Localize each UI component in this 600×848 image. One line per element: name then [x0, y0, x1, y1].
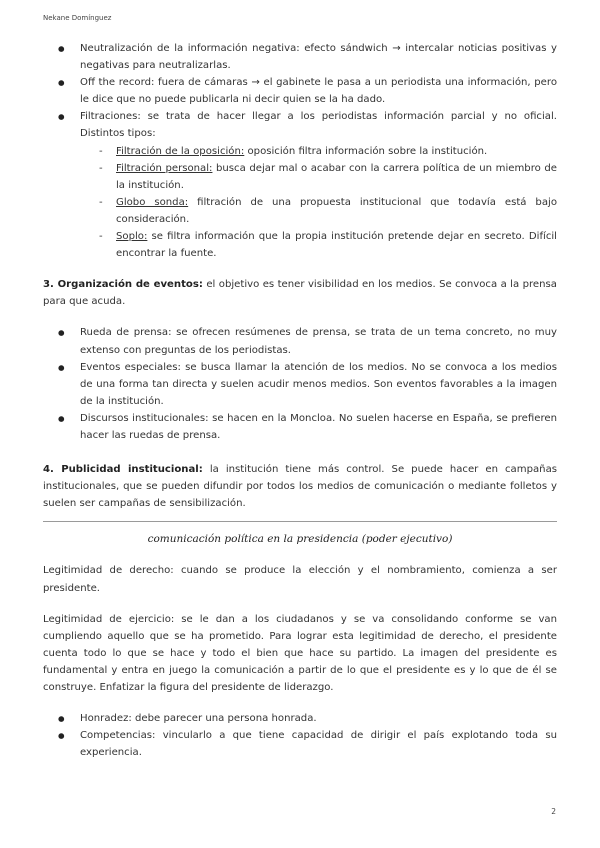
leak-term: Filtración de la oposición: [116, 145, 245, 157]
section-3-paragraph [43, 276, 557, 310]
list-item-text: Filtraciones: se trata de hacer llegar a los periodistas información parcial y no oficial. Distintos tipos: [80, 111, 557, 140]
section-4-paragraph [43, 461, 557, 512]
horizontal-divider [43, 521, 557, 522]
leak-desc: filtración de una propuesta institucional que todavía está bajo consideración. [116, 196, 558, 225]
leak-types-list [43, 143, 557, 263]
bullet-list-3 [43, 710, 557, 761]
leak-item [43, 143, 557, 160]
leak-desc: oposición filtra información sobre la institución. [244, 145, 488, 157]
leak-desc: se filtra información que la propia institución pretende dejar en secreto. Difícil encontrar la fuente. [116, 231, 557, 260]
section-title: comunicación política en la presidencia (poder ejecutivo) [147, 533, 453, 546]
paragraph-legitimidad-derecho: Legitimidad de derecho: cuando se produce la elección y el nombramiento, comienza a ser presidente. [43, 565, 557, 594]
list-item: ● Competencias: vincularlo a que tiene capacidad de dirigir el país explotando toda su experiencia. [43, 727, 557, 761]
section-3-text: el objetivo es tener visibilidad en los medios. Se convoca a la prensa para que acuda. [43, 279, 557, 308]
leak-item [43, 160, 557, 194]
section-4-text: la institución tiene más control. Se puede hacer en campañas institucionales, que se pueden difundir por todos los medios de comunicación o mediante folletos y suelen ser campañas de sensibilización. [43, 464, 558, 510]
page-number: 2 [551, 807, 556, 816]
leak-term: Filtración personal: [116, 162, 213, 174]
leak-term: Globo sonda: [116, 196, 189, 208]
paragraph-legitimidad-ejercicio: Legitimidad de ejercicio: se le dan a los ciudadanos y se va consolidando conforme se van cumpliendo aquello que se ha prometido. Para lograr esta legitimidad de derecho, el presidente cuenta todo lo que se hace y todo el bien que hace su partido. La imagen del presidente es fundamental y entra en juego la comunicación a partir de lo que el presidente es y lo que de él se construye. Enfatizar la figura del presidente de liderazgo. [43, 613, 557, 693]
section-3-heading: 3. Organización de eventos: [43, 279, 203, 291]
leak-desc: busca dejar mal o acabar con la carrera política de un miembro de la institución. [116, 162, 557, 191]
leak-term: Soplo: [116, 231, 148, 243]
list-item: ● Honradez: debe parecer una persona honrada. [43, 710, 557, 727]
bullet-list-2 [43, 324, 557, 444]
leak-item [43, 228, 557, 262]
list-item: ● Discursos institucionales: se hacen en la Moncloa. No suelen hacerse en España, se prefieren hacer las ruedas de prensa. [43, 410, 557, 444]
list-item [43, 108, 557, 262]
list-item: ● Off the record: fuera de cámaras → el gabinete le pasa a un periodista una información, pero le dice que no puede publicarla ni decir quien se la ha dado. [43, 74, 557, 108]
bullet-list-1 [43, 40, 557, 262]
page-content [43, 40, 557, 761]
list-item: ● Eventos especiales: se busca llamar la atención de los medios. No se convoca a los medios de una forma tan directa y suelen acudir menos medios. Son eventos favorables a la imagen de la institución. [43, 359, 557, 410]
section-4-heading: 4. Publicidad institucional: [43, 464, 203, 476]
list-item: ● Neutralización de la información negativa: efecto sándwich → intercalar noticias positivas y negativas para neutralizarlas. [43, 40, 557, 74]
list-item: ● Rueda de prensa: se ofrecen resúmenes de prensa, se trata de un tema concreto, no muy extenso con preguntas de los periodistas. [43, 324, 557, 358]
page-header-author: Nekane Domínguez [43, 14, 112, 22]
leak-item [43, 194, 557, 228]
